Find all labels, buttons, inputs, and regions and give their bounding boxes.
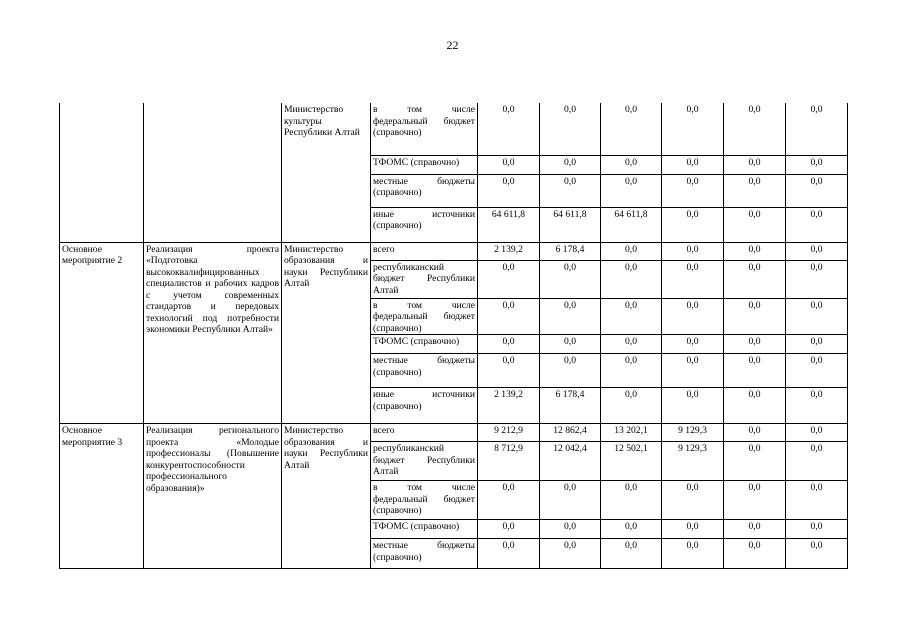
value-cell: 0,0 — [478, 520, 540, 539]
value-cell: 9 212,9 — [478, 424, 540, 442]
source-cell: местные бюджеты (справочно) — [371, 174, 478, 207]
value-cell: 0,0 — [724, 388, 786, 424]
value-cell: 0,0 — [601, 481, 662, 520]
value-cell: 0,0 — [724, 155, 786, 174]
value-cell: 0,0 — [601, 388, 662, 424]
event-cell — [60, 103, 144, 242]
value-cell: 0,0 — [601, 335, 662, 354]
value-cell: 0,0 — [724, 103, 786, 155]
executor-cell: Министерство образования и науки Республики Алтай — [282, 424, 371, 569]
value-cell: 0,0 — [662, 539, 724, 569]
value-cell: 0,0 — [786, 424, 848, 442]
value-cell: 0,0 — [724, 424, 786, 442]
source-cell: в том числе федеральный бюджет (справочно) — [371, 103, 478, 155]
page-number: 22 — [446, 38, 459, 52]
description-cell: Реализация регионального проекта «Молодые профессионалы (Повышение конкурентоспособности профессионального образования)» — [144, 424, 282, 569]
value-cell: 0,0 — [478, 481, 540, 520]
value-cell: 0,0 — [724, 539, 786, 569]
value-cell: 8 712,9 — [478, 442, 540, 481]
value-cell: 0,0 — [786, 481, 848, 520]
value-cell: 0,0 — [724, 260, 786, 298]
value-cell: 64 611,8 — [601, 207, 662, 242]
value-cell: 0,0 — [786, 103, 848, 155]
value-cell: 0,0 — [540, 103, 601, 155]
value-cell: 0,0 — [540, 298, 601, 335]
value-cell: 0,0 — [786, 442, 848, 481]
value-cell: 9 129,3 — [662, 442, 724, 481]
executor-cell: Министерство культуры Республики Алтай — [282, 103, 371, 242]
value-cell: 0,0 — [724, 207, 786, 242]
value-cell: 0,0 — [478, 335, 540, 354]
value-cell: 0,0 — [478, 539, 540, 569]
value-cell: 64 611,8 — [540, 207, 601, 242]
value-cell: 0,0 — [724, 354, 786, 388]
value-cell: 0,0 — [540, 260, 601, 298]
value-cell: 0,0 — [540, 335, 601, 354]
value-cell: 0,0 — [662, 103, 724, 155]
value-cell: 0,0 — [786, 260, 848, 298]
value-cell: 0,0 — [478, 103, 540, 155]
value-cell: 0,0 — [662, 481, 724, 520]
value-cell: 0,0 — [786, 174, 848, 207]
source-cell: всего — [371, 424, 478, 442]
value-cell: 0,0 — [724, 520, 786, 539]
value-cell: 9 129,3 — [662, 424, 724, 442]
value-cell: 0,0 — [601, 520, 662, 539]
budget-table — [59, 103, 848, 569]
value-cell: 0,0 — [786, 354, 848, 388]
value-cell: 0,0 — [601, 298, 662, 335]
value-cell: 0,0 — [662, 298, 724, 335]
value-cell: 0,0 — [540, 155, 601, 174]
value-cell: 0,0 — [662, 335, 724, 354]
value-cell: 12 862,4 — [540, 424, 601, 442]
value-cell: 0,0 — [786, 155, 848, 174]
value-cell: 12 502,1 — [601, 442, 662, 481]
source-cell: в том числе федеральный бюджет (справочно) — [371, 298, 478, 335]
value-cell: 13 202,1 — [601, 424, 662, 442]
description-cell — [144, 103, 282, 242]
value-cell: 0,0 — [724, 335, 786, 354]
value-cell: 0,0 — [662, 520, 724, 539]
source-cell: ТФОМС (справочно) — [371, 520, 478, 539]
source-cell: иные источники (справочно) — [371, 207, 478, 242]
value-cell: 0,0 — [724, 242, 786, 260]
value-cell: 0,0 — [601, 260, 662, 298]
value-cell: 0,0 — [662, 388, 724, 424]
value-cell: 0,0 — [601, 242, 662, 260]
value-cell: 0,0 — [540, 354, 601, 388]
event-cell: Основное мероприятие 2 — [60, 242, 144, 424]
event-cell: Основное мероприятие 3 — [60, 424, 144, 569]
value-cell: 0,0 — [724, 298, 786, 335]
value-cell: 0,0 — [601, 155, 662, 174]
value-cell: 0,0 — [724, 442, 786, 481]
value-cell: 0,0 — [662, 354, 724, 388]
value-cell: 2 139,2 — [478, 388, 540, 424]
table-row — [60, 242, 848, 260]
source-cell: всего — [371, 242, 478, 260]
table-row — [60, 103, 848, 155]
value-cell: 0,0 — [786, 298, 848, 335]
source-cell: в том числе федеральный бюджет (справочно) — [371, 481, 478, 520]
table-row — [60, 424, 848, 442]
value-cell: 12 042,4 — [540, 442, 601, 481]
source-cell: ТФОМС (справочно) — [371, 335, 478, 354]
value-cell: 0,0 — [786, 520, 848, 539]
value-cell: 0,0 — [662, 155, 724, 174]
value-cell: 0,0 — [478, 354, 540, 388]
value-cell: 2 139,2 — [478, 242, 540, 260]
value-cell: 0,0 — [601, 174, 662, 207]
source-cell: ТФОМС (справочно) — [371, 155, 478, 174]
value-cell: 6 178,4 — [540, 242, 601, 260]
value-cell: 0,0 — [601, 103, 662, 155]
value-cell: 0,0 — [601, 539, 662, 569]
value-cell: 6 178,4 — [540, 388, 601, 424]
source-cell: республиканский бюджет Республики Алтай — [371, 260, 478, 298]
value-cell: 0,0 — [662, 207, 724, 242]
executor-cell: Министерство образования и науки Республики Алтай — [282, 242, 371, 424]
value-cell: 64 611,8 — [478, 207, 540, 242]
value-cell: 0,0 — [540, 539, 601, 569]
value-cell: 0,0 — [786, 335, 848, 354]
value-cell: 0,0 — [478, 298, 540, 335]
source-cell: местные бюджеты (справочно) — [371, 539, 478, 569]
value-cell: 0,0 — [786, 539, 848, 569]
value-cell: 0,0 — [662, 174, 724, 207]
value-cell: 0,0 — [786, 242, 848, 260]
value-cell: 0,0 — [478, 260, 540, 298]
description-cell: Реализация проекта «Подготовка высококвалифицированных специалистов и рабочих кадров с учетом современных стандартов и передовых технологий под потребности экономики Республики Алтай» — [144, 242, 282, 424]
value-cell: 0,0 — [478, 155, 540, 174]
value-cell: 0,0 — [786, 388, 848, 424]
value-cell: 0,0 — [724, 481, 786, 520]
value-cell: 0,0 — [662, 260, 724, 298]
value-cell: 0,0 — [724, 174, 786, 207]
value-cell: 0,0 — [540, 520, 601, 539]
source-cell: местные бюджеты (справочно) — [371, 354, 478, 388]
value-cell: 0,0 — [478, 174, 540, 207]
value-cell: 0,0 — [540, 174, 601, 207]
value-cell: 0,0 — [662, 242, 724, 260]
value-cell: 0,0 — [786, 207, 848, 242]
value-cell: 0,0 — [540, 481, 601, 520]
source-cell: иные источники (справочно) — [371, 388, 478, 424]
source-cell: республиканский бюджет Республики Алтай — [371, 442, 478, 481]
value-cell: 0,0 — [601, 354, 662, 388]
